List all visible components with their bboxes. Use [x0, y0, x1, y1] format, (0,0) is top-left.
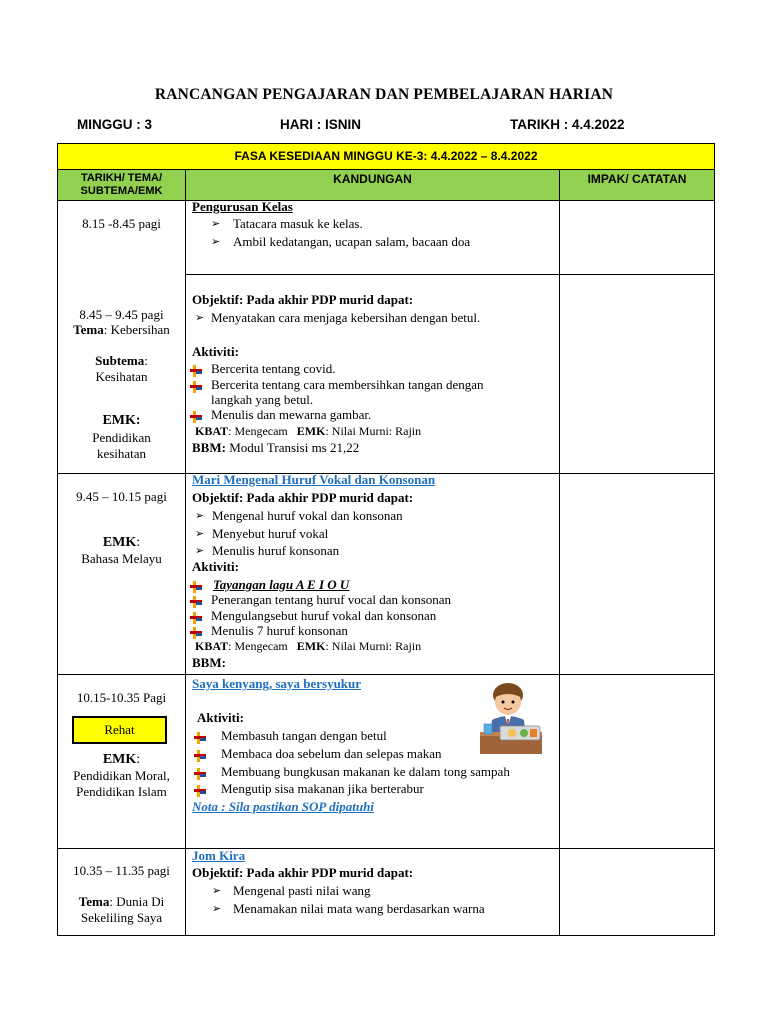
day-label: HARI : ISNIN	[280, 117, 361, 132]
col-header-date-line2: SUBTEMA/EMK	[80, 185, 163, 197]
row2-aktiviti: Aktiviti:	[192, 344, 239, 359]
arrow-bullet-icon: ➢	[195, 545, 205, 557]
kbat-value: : Mengecam	[228, 424, 288, 438]
row4-time: 10.15-10.35 Pagi	[76, 690, 167, 705]
tema-label: Tema	[73, 322, 104, 337]
emk-label: EMK	[296, 639, 326, 653]
arrow-bullet-icon: ➢	[212, 903, 222, 915]
row1-item-2: Ambil kedatangan, ucapan salam, bacaan doa	[233, 234, 471, 249]
kbat-value: : Mengecam	[228, 639, 288, 653]
colored-bullet-icon	[190, 380, 202, 398]
page-title: RANCANGAN PENGAJARAN DAN PEMBELAJARAN HARIAN	[154, 86, 614, 103]
row3-obj-2: Menyebut huruf vokal	[212, 526, 329, 541]
emk-label: EMK	[296, 424, 326, 438]
arrow-bullet-icon: ➢	[211, 218, 221, 230]
emk-value: : Nilai Murni: Rajin	[325, 639, 422, 653]
row2-emk-value-1: Pendidikan	[92, 430, 151, 445]
tema-value: : Dunia Di	[109, 894, 165, 909]
colored-bullet-icon	[194, 767, 206, 785]
bbm-value: Modul Transisi ms 21,22	[225, 440, 360, 455]
row3-bbm: BBM:	[192, 655, 226, 670]
tema-label: Tema	[78, 894, 110, 909]
row5-obj-2: Menamakan nilai mata wang berdasarkan warna	[233, 901, 485, 916]
emk-value: : Nilai Murni: Rajin	[325, 424, 422, 438]
subtema-label: Subtema	[95, 353, 145, 368]
row4-link[interactable]: Saya kenyang, saya bersyukur	[192, 676, 362, 691]
emk-label: EMK	[102, 752, 137, 767]
row2-act-2b: langkah yang betul.	[211, 392, 314, 407]
row4-act-4: Mengutip sisa makanan jika berterabur	[221, 781, 424, 796]
row1-time: 8.15 -8.45 pagi	[82, 216, 161, 231]
colored-bullet-icon	[194, 749, 206, 767]
col-header-date-line1: TARIKH/ TEMA/	[80, 172, 163, 184]
phase-banner: FASA KESEDIAAN MINGGU KE-3: 4.4.2022 – 8.4.2022	[57, 143, 715, 170]
row2-emk-label: EMK:	[102, 413, 141, 428]
row4-aktiviti: Aktiviti:	[197, 710, 244, 725]
arrow-bullet-icon: ➢	[212, 885, 222, 897]
col-header-date	[57, 169, 186, 201]
row3-emk	[57, 535, 186, 551]
row5-link[interactable]: Jom Kira	[192, 848, 246, 863]
row3-act-4: Menulis 7 huruf konsonan	[211, 623, 348, 638]
emk-colon: :	[136, 752, 141, 767]
col-header-content: KANDUNGAN	[185, 169, 560, 201]
row5-time: 10.35 – 11.35 pagi	[73, 863, 170, 878]
row3-act-1: Tayangan lagu A E I O U	[213, 577, 350, 592]
row4-emk-value-1: Pendidikan Moral,	[73, 768, 170, 783]
row3-obj-1: Mengenal huruf vokal dan konsonan	[212, 508, 403, 523]
row4-act-3: Membuang bungkusan makanan ke dalam tong sampah	[221, 764, 510, 779]
row4-act-2: Membaca doa sebelum dan selepas makan	[221, 746, 442, 761]
row2-subtema	[57, 353, 186, 369]
row3-impact-cell	[559, 473, 715, 675]
row5-obj-1: Mengenal pasti nilai wang	[233, 883, 371, 898]
arrow-bullet-icon: ➢	[195, 528, 205, 540]
row2-impact-cell	[559, 274, 715, 474]
row4-nota: Nota : Sila pastikan SOP dipatuhi	[192, 799, 374, 814]
row2-bbm	[192, 440, 359, 456]
bbm-label: BBM:	[192, 440, 226, 455]
row3-kbat	[195, 639, 421, 654]
row3-link[interactable]: Mari Mengenal Huruf Vokal dan Konsonan	[192, 472, 436, 487]
row4-act-1: Membasuh tangan dengan betul	[221, 728, 387, 743]
row4-emk-value-2: Pendidikan Islam	[76, 784, 167, 799]
row2-obj-item: Menyatakan cara menjaga kebersihan dengan betul.	[211, 310, 481, 325]
row2-tema	[57, 322, 186, 338]
row3-time: 9.45 – 10.15 pagi	[76, 489, 167, 504]
row1-item-1: Tatacara masuk ke kelas.	[233, 216, 363, 231]
row4-impact-cell	[559, 674, 715, 849]
tema-value: : Kebersihan	[103, 322, 170, 337]
row3-aktiviti: Aktiviti:	[192, 559, 239, 574]
week-label: MINGGU : 3	[77, 117, 153, 132]
row2-act-3: Menulis dan mewarna gambar.	[211, 407, 372, 422]
row5-impact-cell	[559, 848, 715, 936]
row2-time: 8.45 – 9.45 pagi	[79, 307, 164, 322]
row2-emk-value-2: kesihatan	[96, 446, 147, 461]
emk-colon: :	[136, 535, 141, 550]
subtema-colon: :	[144, 353, 148, 368]
row2-objektif: Objektif: Pada akhir PDP murid dapat:	[192, 292, 414, 307]
emk-label: EMK	[102, 535, 137, 550]
row3-act-3: Mengulangsebut huruf vokal dan konsonan	[211, 608, 437, 623]
row5-tema-value-2: Sekeliling Saya	[80, 910, 163, 925]
row3-act-2: Penerangan tentang huruf vocal dan konsonan	[211, 592, 452, 607]
boy-eating-illustration	[472, 680, 550, 758]
kbat-label: KBAT	[195, 639, 229, 653]
row5-objektif: Objektif: Pada akhir PDP murid dapat:	[192, 865, 414, 880]
arrow-bullet-icon: ➢	[195, 510, 205, 522]
row5-tema	[57, 894, 186, 910]
row4-emk	[57, 752, 186, 768]
row2-act-1: Bercerita tentang covid.	[211, 361, 336, 376]
row1-impact-cell	[559, 200, 715, 275]
kbat-label: KBAT	[195, 424, 229, 438]
col-header-impact: IMPAK/ CATATAN	[559, 169, 715, 201]
row3-emk-value: Bahasa Melayu	[81, 551, 162, 566]
row2-act-2a: Bercerita tentang cara membersihkan tangan dengan	[211, 377, 484, 392]
row1-heading: Pengurusan Kelas	[192, 199, 293, 214]
date-label: TARIKH : 4.4.2022	[510, 117, 625, 132]
row2-subtema-value: Kesihatan	[95, 369, 148, 384]
row2-kbat	[195, 424, 421, 439]
arrow-bullet-icon: ➢	[195, 312, 205, 324]
row3-obj-3: Menulis huruf konsonan	[212, 543, 340, 558]
colored-bullet-icon	[194, 731, 206, 749]
rehat-badge: Rehat	[72, 716, 167, 744]
arrow-bullet-icon: ➢	[211, 236, 221, 248]
row3-objektif: Objektif: Pada akhir PDP murid dapat:	[192, 490, 414, 505]
